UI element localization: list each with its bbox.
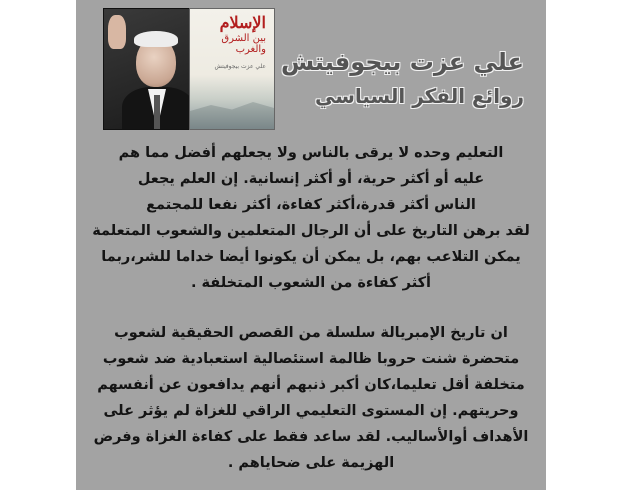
book-title: الإسلام [219, 13, 266, 32]
author-photo [103, 8, 191, 130]
quote-line: عليه أو أكثر حرية، أو أكثر إنسانية. إن العلم يجعل [137, 171, 485, 187]
book-cover [189, 8, 275, 130]
quote-line: الأهداف أوالأساليب. لقد ساعد فقط على كفاءة الغزاة وفرض [93, 429, 529, 445]
tie-shape [154, 95, 160, 129]
quote-paragraph-2 [86, 320, 536, 476]
book-landscape [190, 99, 274, 129]
quote-paragraph-1 [86, 140, 536, 296]
quote-line: لقد برهن التاريخ على أن الرجال المتعلمين والشعوب المتعلمة [92, 223, 530, 239]
quote-line: الهزيمة على ضحاياهم . [227, 455, 395, 471]
raised-hand-shape [108, 15, 126, 49]
quote-line: متحضرة شنت حروبا ظالمة استئصالية استعبادية ضد شعوب [102, 351, 520, 367]
author-name: علي عزت بيجوفيتش [280, 48, 524, 76]
quote-line: ان تاريخ الإمبريالة سلسلة من القصص الحقيقية لشعوب [114, 325, 508, 341]
quote-line: الناس أكثر قدرة،أكثر كفاءة، أكثر نفعا للمجتمع [146, 197, 476, 213]
book-subtitle: بين الشرق والغرب [221, 33, 266, 55]
quote-card [76, 0, 546, 490]
hair-shape [134, 31, 178, 47]
quote-line: التعليم وحده لا يرقى بالناس ولا يجعلهم أفضل مما هم [118, 145, 504, 161]
quote-line: متخلفة أقل تعليما،كان أكبر ذنبهم أنهم يدافعون عن أنفسهم [97, 377, 525, 393]
quote-line: أكثر كفاءة من الشعوب المتخلفة . [190, 275, 432, 291]
quote-line: يمكن التلاعب بهم، بل يمكن أن يكونوا أيضا خداما للشر،ربما [101, 249, 521, 265]
book-author: علي عزت بيجوفيتش [214, 63, 266, 70]
quote-line: وحريتهم. إن المستوى التعليمي الراقي للغزاة لم يؤثر على [103, 403, 519, 419]
series-subtitle: روائع الفكر السياسي [314, 84, 524, 108]
